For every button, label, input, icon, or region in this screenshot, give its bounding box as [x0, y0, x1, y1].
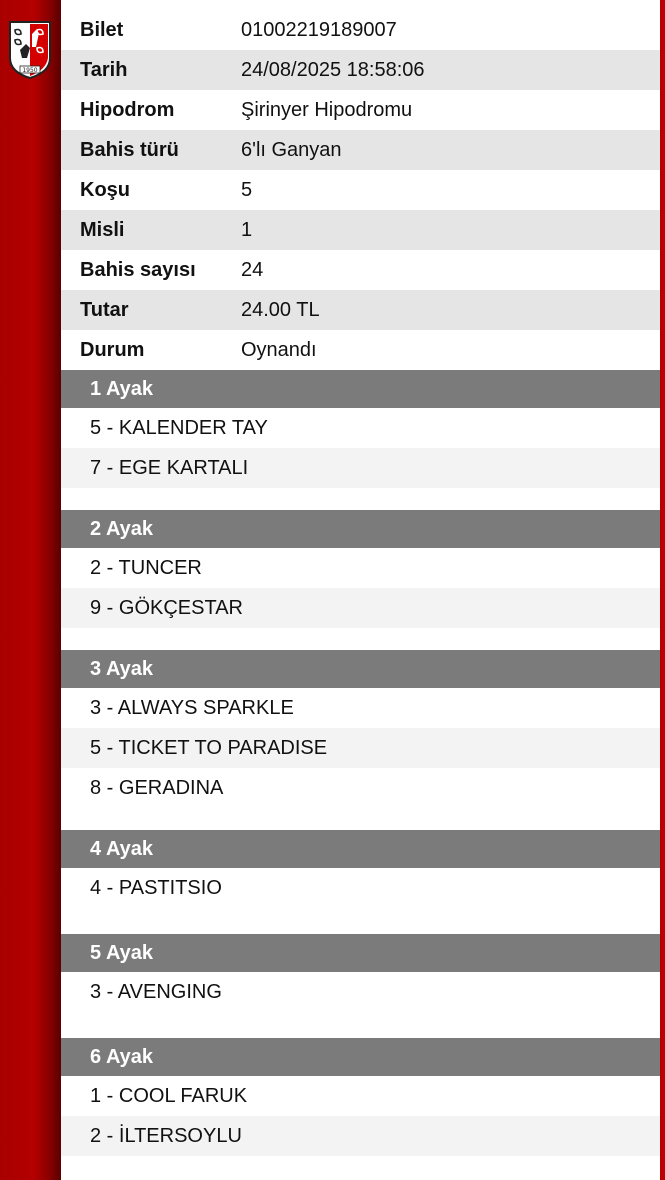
ticket-info-label: Durum	[80, 338, 145, 361]
ticket-info-label: Bahis sayısı	[80, 258, 196, 281]
ticket-info-value: 24/08/2025 18:58:06	[241, 58, 425, 81]
ticket-info-row	[61, 130, 660, 170]
ticket-info-label: Koşu	[80, 178, 130, 201]
leg-header: 3 Ayak	[61, 650, 660, 688]
ticket-info-value: Oynandı	[241, 338, 317, 361]
horse-row: 1 - COOL FARUK	[90, 1084, 248, 1107]
ticket-info-value: Şirinyer Hipodromu	[241, 98, 413, 121]
ticket-info-row	[61, 250, 660, 290]
horse-row: 2 - İLTERSOYLU	[61, 1116, 660, 1156]
ticket-info-label: Bahis türü	[80, 138, 179, 161]
ticket-info-row	[61, 50, 660, 90]
ticket-info-label: Misli	[80, 218, 125, 241]
horse-row: 2 - TUNCER	[90, 556, 202, 579]
leg-header: 2 Ayak	[61, 510, 660, 548]
horse-row: 3 - AVENGING	[90, 980, 222, 1003]
left-brand-bar	[0, 0, 61, 1180]
ticket-info-value: 24.00 TL	[241, 298, 320, 321]
horse-row: 3 - ALWAYS SPARKLE	[90, 696, 294, 719]
club-crest-icon	[6, 20, 54, 80]
leg-spacer	[61, 628, 660, 650]
ticket-info-value: 6'lı Ganyan	[241, 138, 342, 161]
ticket-info-value: 24	[241, 258, 264, 281]
ticket-info-value: 5	[241, 178, 253, 201]
ticket-info-row	[61, 90, 660, 130]
ticket-info-row	[61, 330, 660, 370]
ticket-info-label: Tarih	[80, 58, 128, 81]
legs-list	[61, 370, 660, 1156]
ticket-info-label: Bilet	[80, 18, 124, 41]
right-brand-bar	[660, 0, 665, 1180]
leg-spacer	[61, 808, 660, 830]
ticket-info-row	[61, 170, 660, 210]
leg-header: 1 Ayak	[61, 370, 660, 408]
horse-row: 5 - TICKET TO PARADISE	[61, 728, 660, 768]
horse-row: 5 - KALENDER TAY	[90, 416, 268, 439]
horse-row: 4 - PASTITSIO	[90, 876, 222, 899]
ticket-info-label: Hipodrom	[80, 98, 175, 121]
leg-header: 6 Ayak	[61, 1038, 660, 1076]
leg-spacer	[61, 488, 660, 510]
horse-row: 7 - EGE KARTALI	[61, 448, 660, 488]
ticket-content	[61, 10, 660, 1156]
leg-spacer	[61, 908, 660, 934]
horse-row: 8 - GERADINA	[90, 776, 224, 799]
ticket-info-row	[61, 210, 660, 250]
ticket-info-label: Tutar	[80, 298, 129, 321]
ticket-info-row	[61, 290, 660, 330]
horse-row: 9 - GÖKÇESTAR	[61, 588, 660, 628]
leg-header: 5 Ayak	[61, 934, 660, 972]
ticket-info-value: 1	[241, 218, 253, 241]
leg-header: 4 Ayak	[61, 830, 660, 868]
ticket-info-table	[61, 10, 660, 370]
ticket-info-row	[61, 10, 660, 50]
svg-text:1950: 1950	[22, 67, 38, 74]
ticket-info-value: 01002219189007	[241, 18, 397, 41]
leg-spacer	[61, 1012, 660, 1038]
